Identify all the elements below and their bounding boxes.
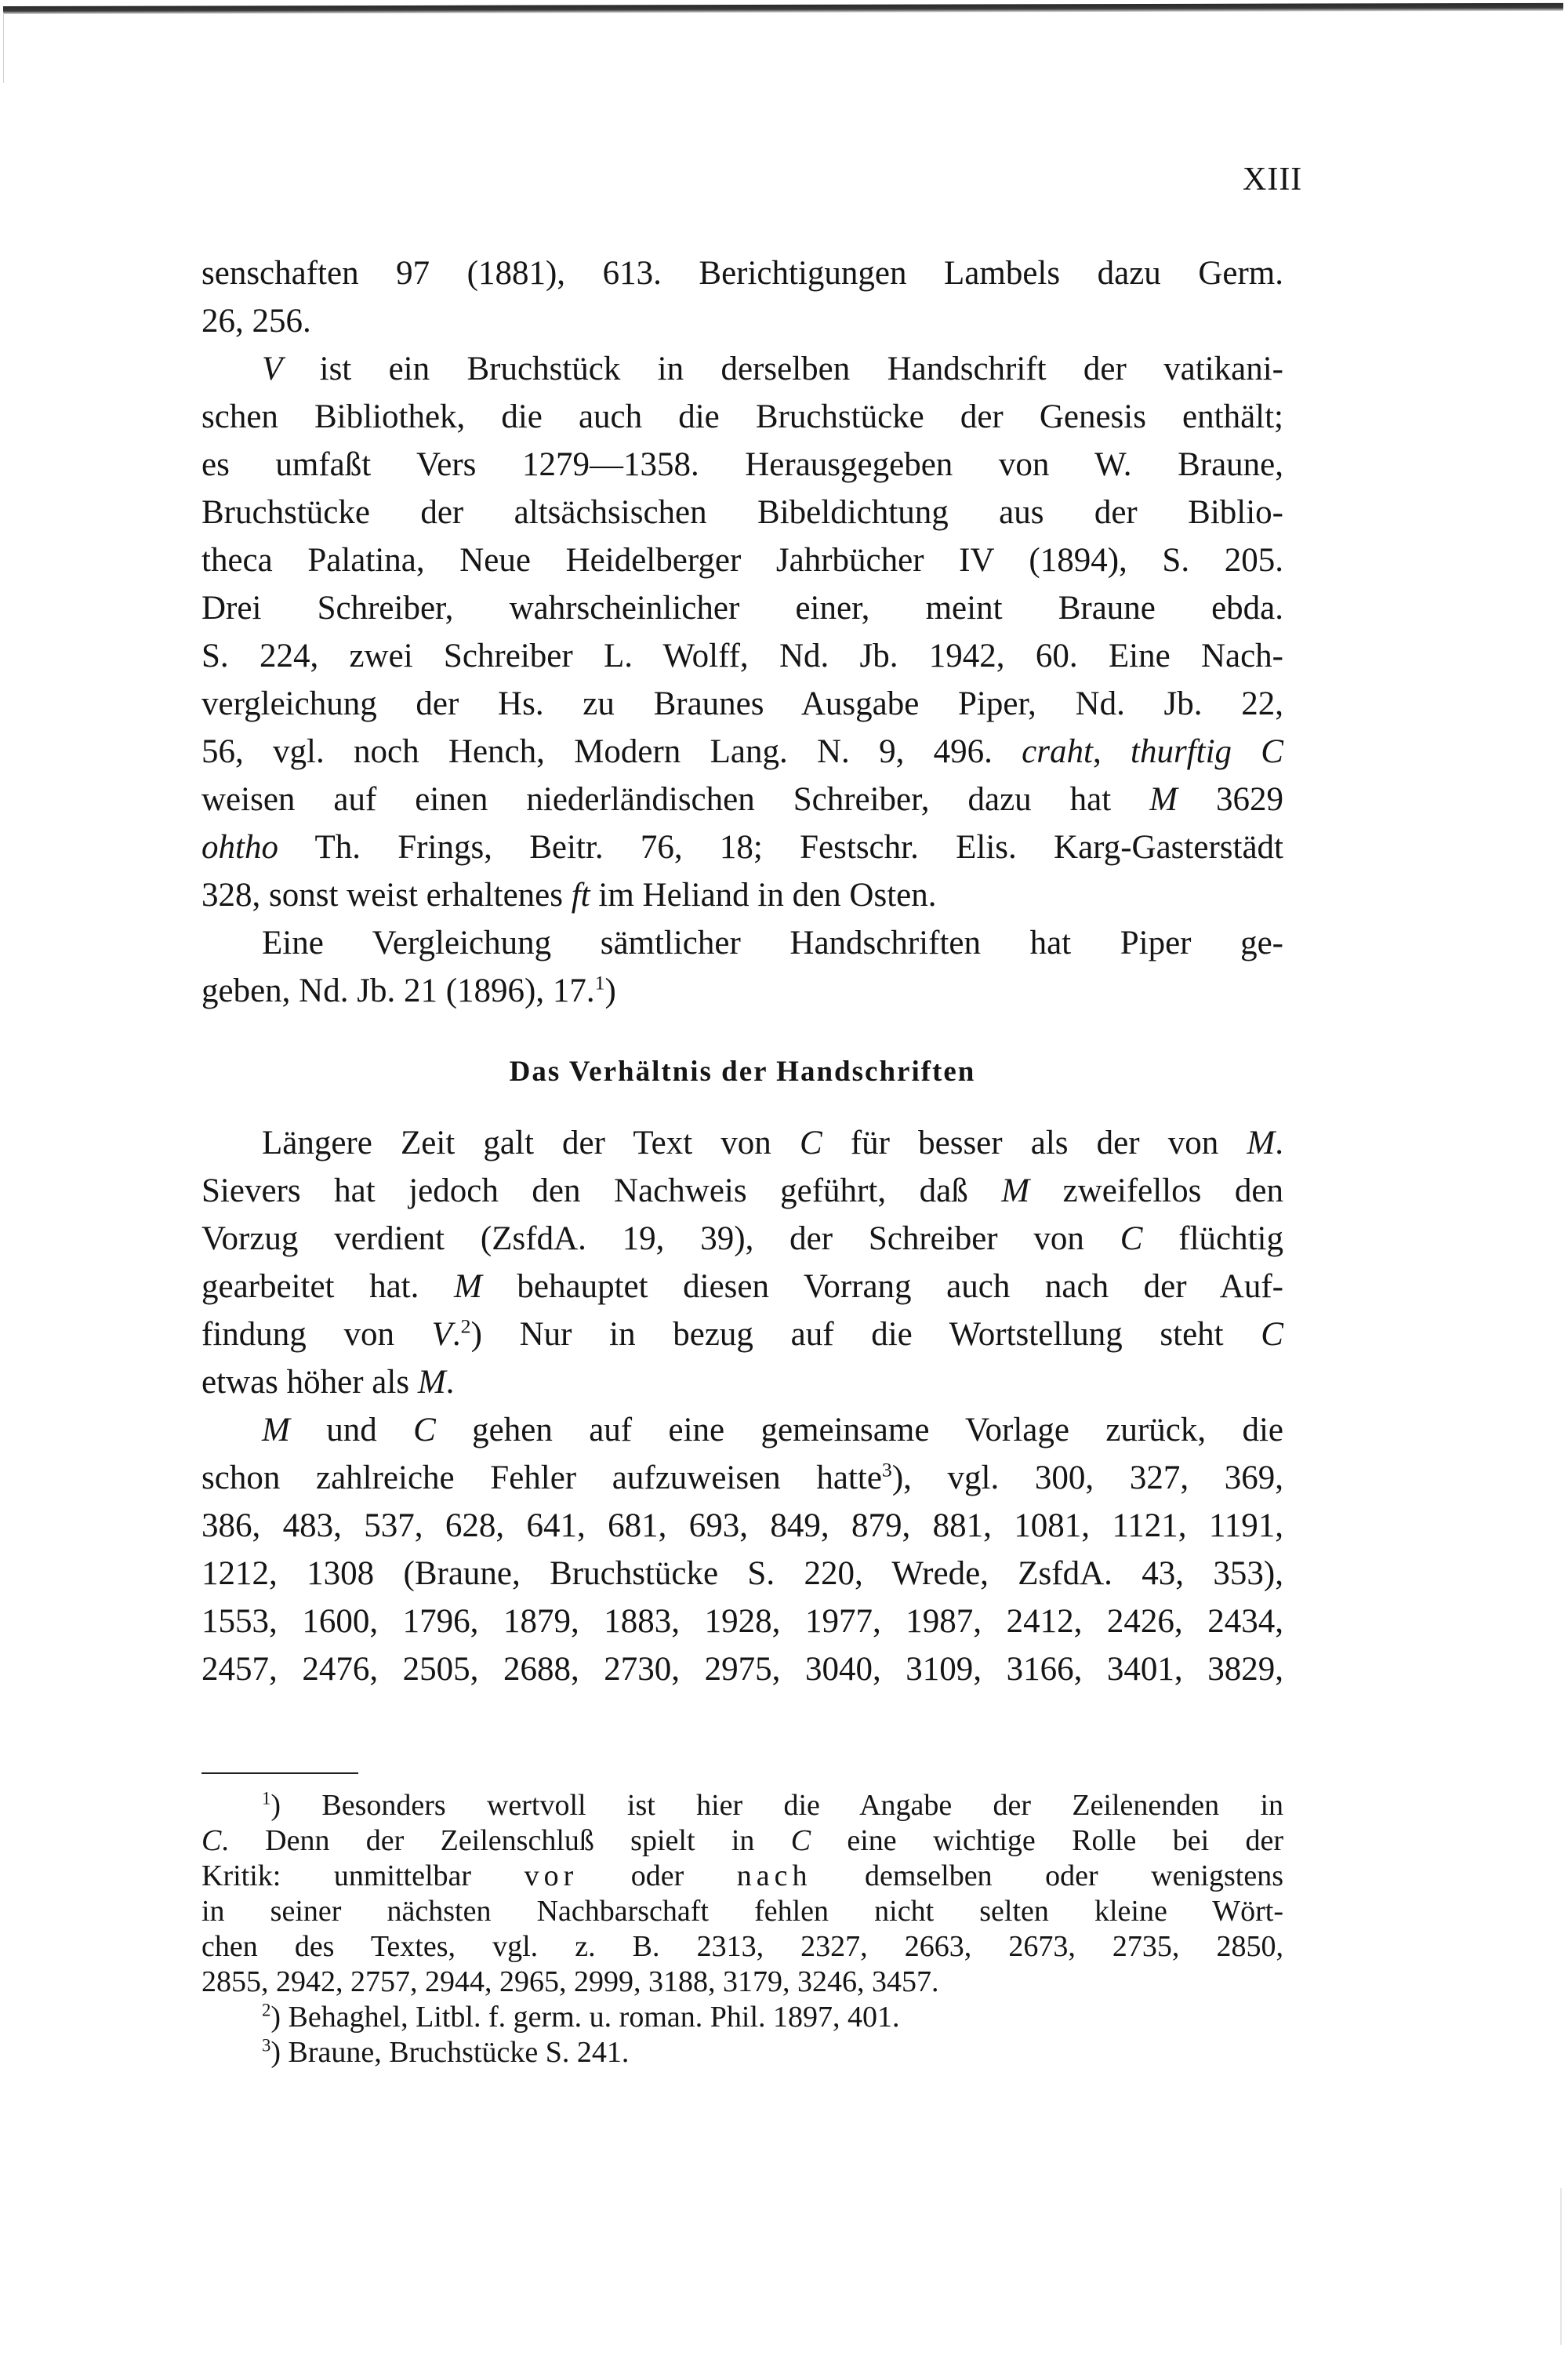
footnote-line: C. Denn der Zeilenschluß spielt in C eine wichtige Rolle bei der [201,1824,1283,1857]
scan-top-edge [3,3,1563,14]
text-line: ohtho Th. Frings, Beitr. 76, 18; Festschr. Elis. Karg-Gasterstädt [201,829,1283,866]
footnote-line: in seiner nächsten Nachbarschaft fehlen nicht selten kleine Wört- [201,1895,1283,1928]
text-line: es umfaßt Vers 1279—1358. Herausgegeben von W. Braune, [201,446,1283,483]
text-line: findung von V.$^2$) Nur in bezug auf die Wortstellung steht C [201,1314,1283,1353]
text-line: 328, sonst weist erhaltenes ft im Heliand in den Osten. [201,877,937,914]
section-heading: Das Verhältnis der Handschriften [509,1056,976,1088]
text-line: 26, 256. [201,303,311,340]
scan-right-edge [1560,2188,1562,2345]
text-line: 1553, 1600, 1796, 1879, 1883, 1928, 1977, 1987, 2412, 2426, 2434, [201,1603,1283,1640]
text-line: theca Palatina, Neue Heidelberger Jahrbücher IV (1894), S. 205. [201,542,1283,579]
text-line: weisen auf einen niederländischen Schreiber, dazu hat M 3629 [201,781,1283,818]
text-line: 2457, 2476, 2505, 2688, 2730, 2975, 3040, 3109, 3166, 3401, 3829, [201,1651,1283,1688]
footnote-line: $^1$) Besonders wertvoll ist hier die Angabe der Zeilenenden in [262,1788,1283,1822]
footnote-line: $^2$) Behaghel, Litbl. f. germ. u. roman. Phil. 1897, 401. [262,2000,900,2034]
text-line: Eine Vergleichung sämtlicher Handschriften hat Piper ge- [262,925,1283,961]
text-line: Sievers hat jedoch den Nachweis geführt, daß M zweifellos den [201,1172,1283,1209]
text-line: Bruchstücke der altsächsischen Bibeldichtung aus der Biblio- [201,494,1283,531]
text-line: vergleichung der Hs. zu Braunes Ausgabe Piper, Nd. Jb. 22, [201,685,1283,722]
text-line: Drei Schreiber, wahrscheinlicher einer, meint Braune ebda. [201,590,1283,627]
text-line: schen Bibliothek, die auch die Bruchstücke der Genesis enthält; [201,398,1283,435]
paragraphs-before-heading [201,249,1283,1015]
footnote-line: chen des Textes, vgl. z. B. 2313, 2327, 2663, 2673, 2735, 2850, [201,1930,1283,1963]
text-line: etwas höher als M. [201,1364,455,1401]
footnote-line: Kritik: unmittelbar vor oder nach demselben oder wenigstens [201,1859,1283,1892]
text-line: Vorzug verdient (ZsfdA. 19, 39), der Schreiber von C flüchtig [201,1220,1283,1257]
paragraphs-after-heading [201,1119,1283,1693]
footnotes [201,1772,1283,2070]
text-line: M und C gehen auf eine gemeinsame Vorlage zurück, die [262,1412,1283,1449]
text-line: geben, Nd. Jb. 21 (1896), 17.$^1$) [201,971,616,1009]
text-line: 56, vgl. noch Hench, Modern Lang. N. 9, 496. craht, thurftig C [201,733,1283,770]
text-line: V ist ein Bruchstück in derselben Handschrift der vatikani- [262,351,1283,387]
text-line: Längere Zeit galt der Text von C für besser als der von M. [262,1125,1283,1161]
footnote-lines [201,1788,1283,2070]
scan-left-edge [3,13,4,83]
footnote-line: $^3$) Braune, Bruchstücke S. 241. [262,2035,630,2069]
text-line: 386, 483, 537, 628, 641, 681, 693, 849, 879, 881, 1081, 1121, 1191, [201,1507,1283,1544]
text-line: 1212, 1308 (Braune, Bruchstücke S. 220, Wrede, ZsfdA. 43, 353), [201,1555,1283,1592]
text-line: senschaften 97 (1881), 613. Berichtigungen Lambels dazu Germ. [201,255,1283,292]
page-number: XIII [1243,162,1303,198]
main-text [201,249,1283,1693]
text-line: schon zahlreiche Fehler aufzuweisen hatte$^3$), vgl. 300, 327, 369, [201,1458,1283,1496]
text-line: gearbeitet hat. M behauptet diesen Vorrang auch nach der Auf- [201,1268,1283,1305]
text-line: S. 224, zwei Schreiber L. Wolff, Nd. Jb. 1942, 60. Eine Nach- [201,638,1283,674]
footnote-rule [201,1772,358,1774]
footnote-line: 2855, 2942, 2757, 2944, 2965, 2999, 3188, 3179, 3246, 3457. [201,1965,939,1998]
